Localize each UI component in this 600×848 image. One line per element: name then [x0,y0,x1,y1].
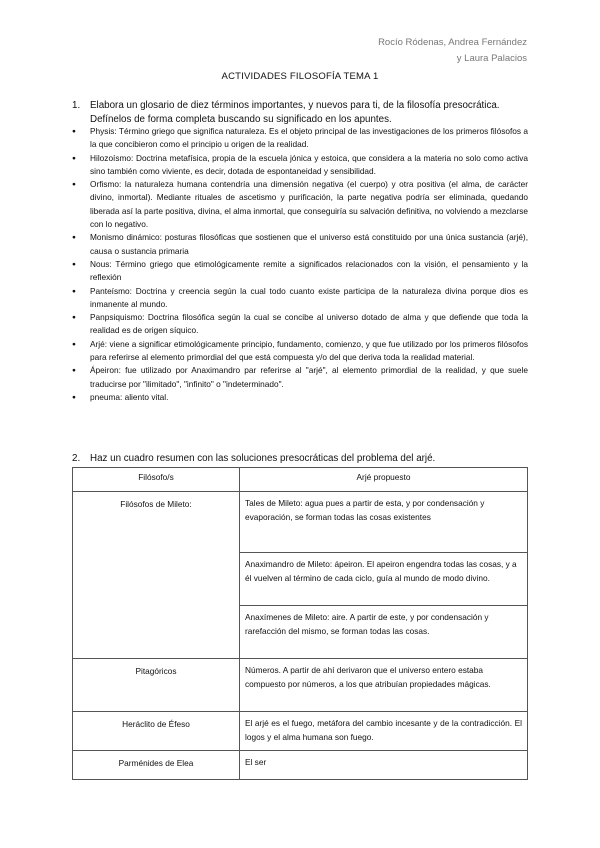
table-row [73,712,528,751]
glossary-item-panteismo: ● Panteísmo: Doctrina y creencia según la cual todo cuanto existe participa de la naturaleza divina porque dios es inmanente al mundo. [90,285,528,312]
authors-line-2: y Laura Palacios [456,53,527,64]
arje-cell: El ser [240,751,528,780]
page-title: ACTIVIDADES FILOSOFÍA TEMA 1 [221,71,379,82]
question-1 [72,99,527,126]
question-1-text: Elabora un glosario de diez términos importantes, y nuevos para ti, de la filosofía presocrática. Defínelos de forma completa buscando su significado en los apuntes. [90,100,500,125]
arje-cell: Anaximandro de Mileto: ápeiron. El apeiron engendra todas las cosas, y a él vuelven al término de cada ciclo, guía al mundo de modo divino. [240,553,528,606]
arje-summary-table [72,467,528,780]
glossary-list [90,125,528,404]
glossary-item-arje: ● Arjé: viene a significar etimológicamente principio, fundamento, comienzo, y que fue utilizado por los primeros filósofos para referirse al elemento primordial del que está compuesta y/o del que deriva toda la realidad material. [90,338,528,365]
header-philosopher: Filósofo/s [73,468,240,492]
authors-block [378,35,527,67]
table-row [73,492,528,553]
question-1-number: 1. [72,100,81,111]
arje-cell: El arjé es el fuego, metáfora del cambio incesante y de la contradicción. El logos y el alma humana son fuego. [240,712,528,751]
philosopher-cell: Filósofos de Mileto: [73,492,240,659]
philosopher-cell: Parménides de Elea [73,751,240,780]
glossary-item-physis: ● Physis: Término griego que significa naturaleza. Es el objeto principal de las investigaciones de los primeros filósofos a la que concibieron como el principio u origen de la realidad. [90,125,528,152]
glossary-item-nous: ● Nous: Término griego que etimológicamente remite a significados relacionados con la visión, el pensamiento y la reflexión [90,258,528,285]
glossary-item-monismo: ● Monismo dinámico: posturas filosóficas que sostienen que el universo está constituido por una única sustancia (arjé), causa o sustancia primaria [90,231,528,258]
glossary-item-hilozoismo: ● Hilozoísmo: Doctrina metafísica, propia de la escuela jónica y estoica, que considera a la materia no solo como activa sino también como viviente, es decir, dotada de espontaneidad y sensibilidad. [90,152,528,179]
header-arje: Arjé propuesto [240,468,528,492]
table-row [73,751,528,780]
question-2 [72,452,527,465]
philosopher-cell: Pitagóricos [73,659,240,712]
table-row [73,659,528,712]
question-2-number: 2. [72,453,81,464]
authors-line-1: Rocío Ródenas, Andrea Fernández [378,37,527,48]
glossary-item-apeiron: ● Ápeiron: fue utilizado por Anaximandro par referirse al "arjé", al elemento primordial de la realidad, y que suele traducirse por "ilimitado", "infinito" o "indeterminado". [90,364,528,391]
philosopher-cell: Heráclito de Éfeso [73,712,240,751]
arje-cell: Tales de Mileto: agua pues a partir de esta, y por condensación y evaporación, se forman todas las cosas existentes [240,492,528,553]
arje-cell: Anaxímenes de Mileto: aire. A partir de este, y por condensación y rarefacción del mismo, se forman todas las cosas. [240,606,528,659]
glossary-item-panpsiquismo: ● Panpsiquismo: Doctrina filosófica según la cual se concibe al universo dotado de alma y que defiende que toda la realidad es de origen síquico. [90,311,528,338]
table-header-row [73,468,528,492]
glossary-item-orfismo: ● Orfismo: la naturaleza humana contendría una dimensión negativa (el cuerpo) y otra positiva (el alma, de carácter divino, inmortal). Mediante rituales de ascetismo y purificación, la parte negativa podría ser eliminada, quedando liberada así la parte positiva, divina, el alma inmortal, que conseguiría su salvación definitiva, no volviendo a mezclarse con lo negativo. [90,178,528,231]
arje-cell: Números. A partir de ahí derivaron que el universo entero estaba compuesto por números, a los que atribuían propiedades mágicas. [240,659,528,712]
glossary-item-pneuma: ● pneuma: aliento vital. [90,391,528,404]
question-2-text: Haz un cuadro resumen con las soluciones presocráticas del problema del arjé. [90,453,436,464]
